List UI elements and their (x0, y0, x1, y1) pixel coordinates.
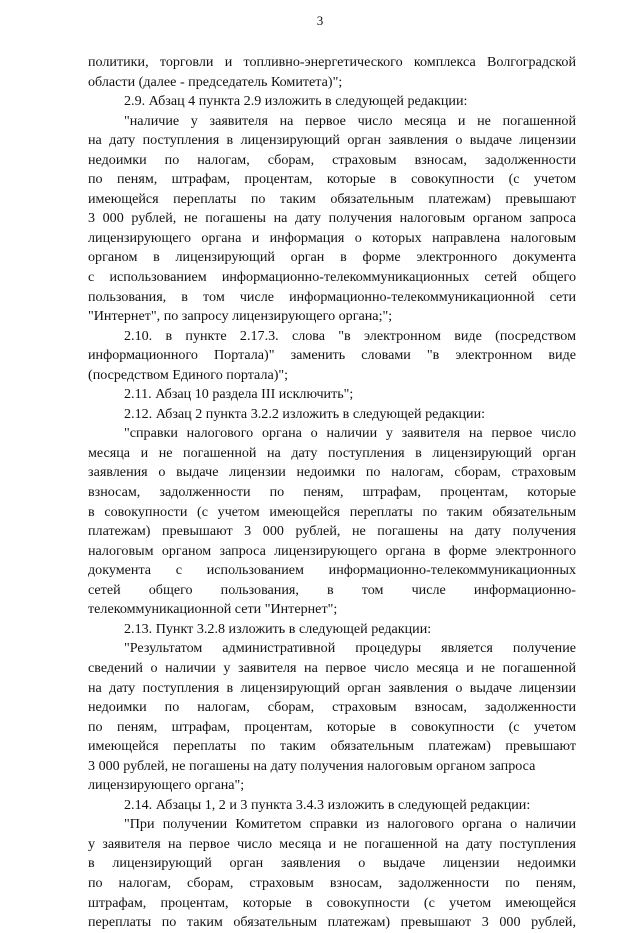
text-line: "Результатом административной процедуры является получение (124, 640, 576, 657)
text-line: телекоммуникационной сети "Интернет"; (88, 601, 338, 618)
text-line: 3 000 рублей, не погашены на дату получения налоговым органом запроса (88, 757, 536, 774)
text-line: штрафам, процентам, которые в совокупности (с учетом имеющейся (88, 894, 576, 911)
text-line: органом в лицензирующий орган в форме электронного документа (88, 249, 576, 266)
text-line: заявления о выдаче лицензии недоимки по налогам, сборам, страховым (88, 464, 576, 481)
text-line: области (далее - председатель Комитета)"; (88, 73, 343, 90)
text-line: платежам) превышают 3 000 рублей, не погашены на дату получения (88, 523, 576, 540)
text-line: в совокупности (с учетом имеющейся переплаты по таким обязательным (88, 503, 576, 520)
text-line: 2.9. Абзац 4 пункта 2.9 изложить в следующей редакции: (124, 93, 468, 110)
text-line: по пеням, штрафам, процентам, которые в совокупности (с учетом (88, 718, 576, 735)
text-line: имеющейся переплаты по таким обязательным платежам) превышают (88, 190, 576, 207)
text-line: налоговым органом запроса лицензирующего органа в форме электронного (88, 542, 576, 559)
text-line: по пеням, штрафам, процентам, которые в совокупности (с учетом (88, 171, 576, 188)
text-line: в лицензирующий орган заявления о выдаче лицензии недоимки (88, 855, 576, 872)
text-line: месяца и не погашенной на дату поступления в лицензирующий орган (88, 444, 576, 461)
text-line: у заявителя на первое число месяца и не погашенной на дату поступления (88, 835, 576, 852)
text-line: политики, торговли и топливно-энергетического комплекса Волгоградской (88, 54, 576, 70)
text-line: на дату поступления в лицензирующий орган заявления о выдаче лицензии (88, 679, 576, 696)
text-line: 2.14. Абзацы 1, 2 и 3 пункта 3.4.3 изложить в следующей редакции: (124, 796, 531, 813)
text-line: (посредством Единого портала)"; (88, 366, 289, 383)
text-line: 3 000 рублей, не погашены на дату получения налоговым органом запроса (88, 210, 576, 227)
page-number: 3 (316, 13, 324, 28)
text-line: взносам, задолженности по пеням, штрафам, процентам, которые (88, 484, 576, 501)
text-line: сетей общего пользования, в том числе информационно- (88, 581, 576, 598)
text-line: лицензирующего органа и информация о которых направлена налоговым (88, 229, 576, 246)
text-line: сведений о наличии у заявителя на первое число месяца и не погашенной (88, 659, 576, 676)
text-line: недоимки по налогам, сборам, страховым взносам, задолженности (88, 151, 576, 168)
text-line: "Интернет", по запросу лицензирующего органа;"; (88, 308, 393, 325)
text-line: переплаты по таким обязательным платежам) превышают 3 000 рублей, (88, 914, 576, 931)
text-line: "наличие у заявителя на первое число месяца и не погашенной (124, 112, 576, 129)
text-line: с использованием информационно-телекоммуникационных сетей общего (88, 269, 576, 286)
text-line: 2.11. Абзац 10 раздела III исключить"; (124, 386, 354, 403)
text-line: "справки налогового органа о наличии у заявителя на первое число (124, 425, 576, 442)
text-line: лицензирующего органа"; (88, 777, 245, 794)
text-line: 2.12. Абзац 2 пункта 3.2.2 изложить в следующей редакции: (124, 405, 486, 422)
text-line: "При получении Комитетом справки из налогового органа о наличии (124, 816, 576, 833)
text-line: недоимки по налогам, сборам, страховым взносам, задолженности (88, 699, 576, 716)
text-line: документа с использованием информационно-телекоммуникационных (88, 562, 576, 579)
text-line: информационного Портала)" заменить словами "в электронном виде (88, 347, 576, 364)
text-line: имеющейся переплаты по таким обязательным платежам) превышают (88, 738, 576, 755)
text-line: 2.13. Пункт 3.2.8 изложить в следующей редакции: (124, 620, 432, 637)
text-line: 2.10. в пункте 2.17.3. слова "в электронном виде (посредством (124, 327, 576, 344)
text-line: на дату поступления в лицензирующий орган заявления о выдаче лицензии (88, 132, 576, 149)
text-line: пользования, в том числе информационно-телекоммуникационной сети (88, 288, 576, 305)
text-line: по налогам, сборам, страховым взносам, задолженности по пеням, (88, 874, 576, 891)
document-body (88, 53, 576, 933)
